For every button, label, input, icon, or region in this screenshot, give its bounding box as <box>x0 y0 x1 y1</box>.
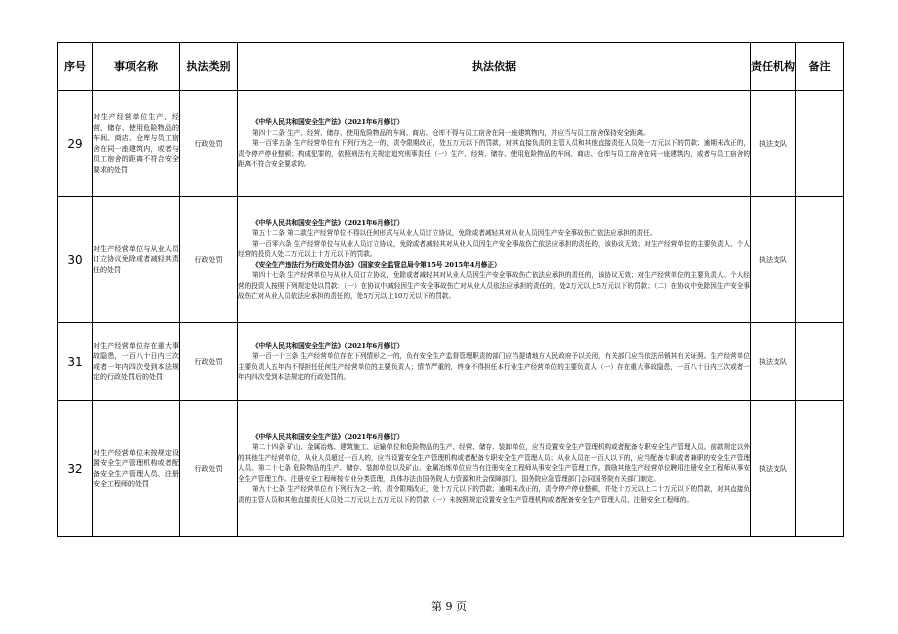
remarks-cell <box>796 91 844 197</box>
item-name: 对生产经营单位生产、经营、储存、使用危险物品的车间、商店、仓库与员工宿舍在同一座建筑内，或者与员工宿舍的距离不符合安全要求的处罚 <box>93 91 180 197</box>
remarks-cell <box>796 401 844 537</box>
enforcement-category: 行政处罚 <box>180 323 238 401</box>
header-category: 执法类别 <box>180 43 238 91</box>
header-name: 事项名称 <box>93 43 180 91</box>
item-name: 对生产经营单位与从业人员订立协议免除或者减轻其责任的处罚 <box>93 197 180 323</box>
item-name: 对生产经营单位存在重大事故隐患，一百八十日内三次或者一年内四次受到本法规定的行政处罚后的处罚 <box>93 323 180 401</box>
enforcement-category: 行政处罚 <box>180 197 238 323</box>
header-row <box>58 43 844 91</box>
table-row <box>58 323 844 401</box>
law-title: 《中华人民共和国安全生产法》（2021年6月修订） <box>252 118 404 127</box>
basis-paragraph: 第五十二条 第二款生产经营单位不得以任何形式与从业人员订立协议，免除或者减轻其对从业人员因生产安全事故伤亡依法应承担的责任。 <box>252 229 657 237</box>
responsible-unit: 执法支队 <box>751 91 796 197</box>
law-title: 《中华人民共和国安全生产法》（2021年6月修订） <box>252 341 404 350</box>
row-number: 30 <box>58 197 93 323</box>
basis-paragraph: 第二十四条 矿山、金属冶炼、建筑施工、运输单位和危险物品的生产、经营、储存、装卸单位，应当设置安全生产管理机构或者配备专职安全生产管理人员。前款规定以外的其他生产经营单位，从业人员超过一百人的，应当设置安全生产管理机构或者配备专职安全生产管理人员；从业人员在一百人以下的，应当配备专职或者兼职的安全生产管理人员。第二十七条 危险物品的生产、储存、装卸单位以及矿山、金属冶炼单位应当有注册安全工程师从事安全生产管理工作。鼓励其他生产经营单位聘用注册安全工程师从事安全生产管理工作。注册安全工程师按专业分类管理，具体办法由国务院人力资源和社会保障部门、国务院应急管理部门会同国务院有关部门制定。 <box>238 443 750 483</box>
remarks-cell <box>796 323 844 401</box>
responsible-unit: 执法支队 <box>751 323 796 401</box>
enforcement-category: 行政处罚 <box>180 401 238 537</box>
legal-basis <box>238 197 751 323</box>
law-title: 《安全生产违法行为行政处罚办法》（国家安全监管总局令第15号 2015年4月修正） <box>252 260 501 269</box>
basis-paragraph: 第一百一十三条 生产经营单位存在下列情形之一的，负有安全生产监督管理职责的部门应当提请地方人民政府予以关闭，有关部门应当依法吊销其有关证照。生产经营单位主要负责人五年内不得担任任何生产经营单位的主要负责人；情节严重的，终身不得担任本行业生产经营单位的主要负责人（一）存在重大事故隐患，一百八十日内三次或者一年内四次受到本法规定的行政处罚的。 <box>238 352 750 381</box>
legal-basis <box>238 91 751 197</box>
legal-basis <box>238 401 751 537</box>
responsible-unit: 执法支队 <box>751 401 796 537</box>
basis-paragraph: 第四十七条 生产经营单位与从业人员订立协议，免除或者减轻其对从业人员因生产安全事故伤亡依法应承担的责任的，该协议无效；对生产经营单位的主要负责人、个人经营的投资人按照下列规定处以罚款：（一）在协议中减轻因生产安全事故伤亡对从业人员依法应承担的责任的，处2万元以上5万元以下的罚款；（二）在协议中免除因生产安全事故伤亡对从业人员依法应承担的责任的，处5万元以上10万元以下的罚款。 <box>238 271 750 300</box>
page-number: 第 9 页 <box>431 600 467 613</box>
header-remarks: 备注 <box>796 43 844 91</box>
row-number: 32 <box>58 401 93 537</box>
header-responsible: 责任机构 <box>751 43 796 91</box>
row-number: 29 <box>58 91 93 197</box>
row-number: 31 <box>58 323 93 401</box>
table-row <box>58 91 844 197</box>
basis-paragraph: 第一百零六条 生产经营单位与从业人员订立协议，免除或者减轻其对从业人员因生产安全事故伤亡依法应承担的责任的，该协议无效；对生产经营单位的主要负责人、个人经营的投资人处二万元以上十万元以下的罚款。 <box>238 239 750 258</box>
responsible-unit: 执法支队 <box>751 197 796 323</box>
law-title: 《中华人民共和国安全生产法》（2021年6月修订） <box>252 218 404 227</box>
enforcement-table <box>57 42 844 537</box>
header-num: 序号 <box>58 43 93 91</box>
table-row <box>58 197 844 323</box>
basis-paragraph: 第九十七条 生产经营单位有下列行为之一的，责令限期改正，处十万元以下的罚款；逾期未改正的，责令停产停业整顿，并处十万元以上二十万元以下的罚款，对其直接负责的主管人员和其他直接责任人员处二万元以上五万元以下的罚款（一）未按照规定设置安全生产管理机构或者配备安全生产管理人员、注册安全工程师的。 <box>238 485 750 504</box>
item-name: 对生产经营单位未按规定设置安全生产管理机构或者配备安全生产管理人员、注册安全工程师的处罚 <box>93 401 180 537</box>
legal-basis <box>238 323 751 401</box>
remarks-cell <box>796 197 844 323</box>
law-title: 《中华人民共和国安全生产法》（2021年6月修订） <box>252 432 404 441</box>
table-row <box>58 401 844 537</box>
basis-paragraph: 第一百零五条 生产经营单位有下列行为之一的，责令限期改正，处五万元以下的罚款，对其直接负责的主管人员和其他直接责任人员处一万元以下的罚款；逾期未改正的，责令停产停业整顿；构成犯罪的，依照刑法有关规定追究刑事责任（一）生产、经营、储存、使用危险物品的车间、商店、仓库与员工宿舍在同一座建筑内，或者与员工宿舍的距离不符合安全要求的。 <box>238 139 750 169</box>
enforcement-category: 行政处罚 <box>180 91 238 197</box>
basis-paragraph: 第四十二条 生产、经营、储存、使用危险物品的车间、商店、仓库不得与员工宿舍在同一座建筑物内，并应当与员工宿舍保持安全距离。 <box>252 128 650 137</box>
header-basis: 执法依据 <box>238 43 751 91</box>
